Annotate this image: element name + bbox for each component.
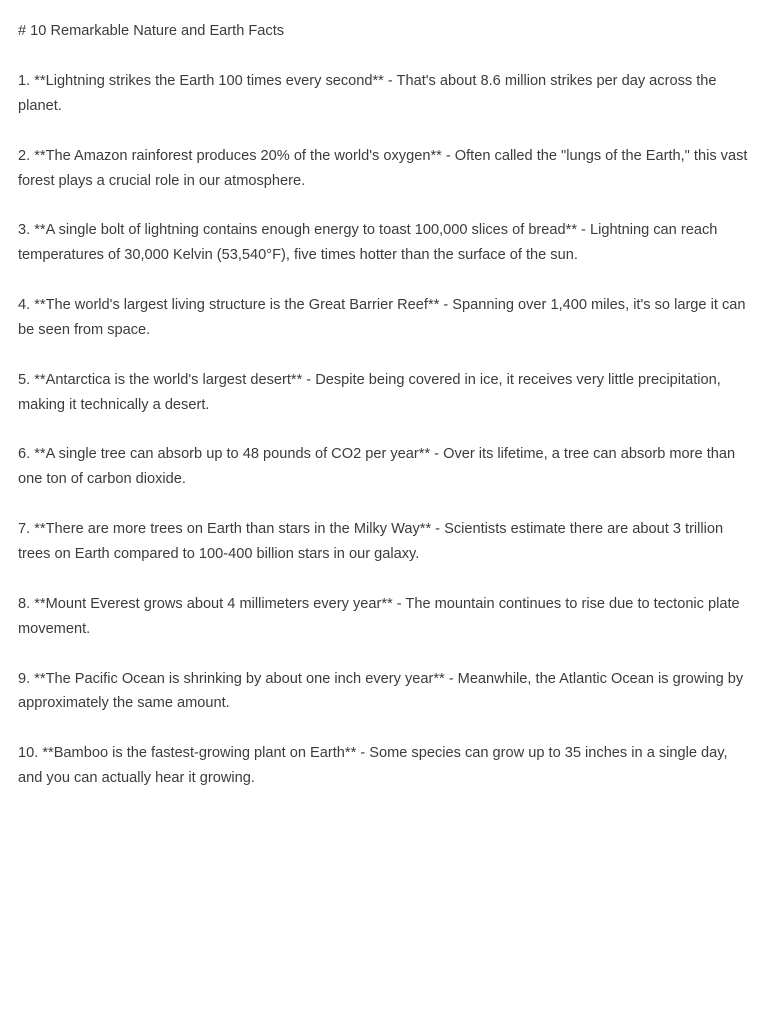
fact-item-8: 8. **Mount Everest grows about 4 millimeters every year** - The mountain continues to rise due to tectonic plate movement.: [18, 595, 740, 637]
fact-item-1: 1. **Lightning strikes the Earth 100 times every second** - That's about 8.6 million strikes per day across the planet.: [18, 72, 717, 114]
fact-item-9: 9. **The Pacific Ocean is shrinking by about one inch every year** - Meanwhile, the Atlantic Ocean is growing by approximately the same amount.: [18, 670, 744, 712]
fact-item-6: 6. **A single tree can absorb up to 48 pounds of CO2 per year** - Over its lifetime, a tree can absorb more than one ton of carbon dioxide.: [18, 446, 736, 488]
fact-item-4: 4. **The world's largest living structure is the Great Barrier Reef** - Spanning over 1,400 miles, it's so large it can be seen from space.: [18, 297, 746, 338]
fact-list: [18, 69, 752, 791]
fact-item-3: 3. **A single bolt of lightning contains enough energy to toast 100,000 slices of bread** - Lightning can reach temperatures of 30,000 Kelvin (53,540°F), five times hotter than the surface of the sun.: [18, 222, 718, 264]
document-page: [18, 19, 752, 816]
fact-item-2: 2. **The Amazon rainforest produces 20% of the world's oxygen** - Often called the "lungs of the Earth," this vast forest plays a crucial role in our atmosphere.: [18, 147, 748, 189]
fact-item-10: 10. **Bamboo is the fastest-growing plant on Earth** - Some species can grow up to 35 inches in a single day, and you can actually hear it growing.: [18, 745, 728, 787]
fact-item-7: 7. **There are more trees on Earth than stars in the Milky Way** - Scientists estimate there are about 3 trillion trees on Earth compared to 100-400 billion stars in our galaxy.: [18, 521, 724, 563]
page-title: # 10 Remarkable Nature and Earth Facts: [18, 23, 285, 39]
fact-item-5: 5. **Antarctica is the world's largest desert** - Despite being covered in ice, it receives very little precipitation, making it technically a desert.: [18, 371, 721, 413]
